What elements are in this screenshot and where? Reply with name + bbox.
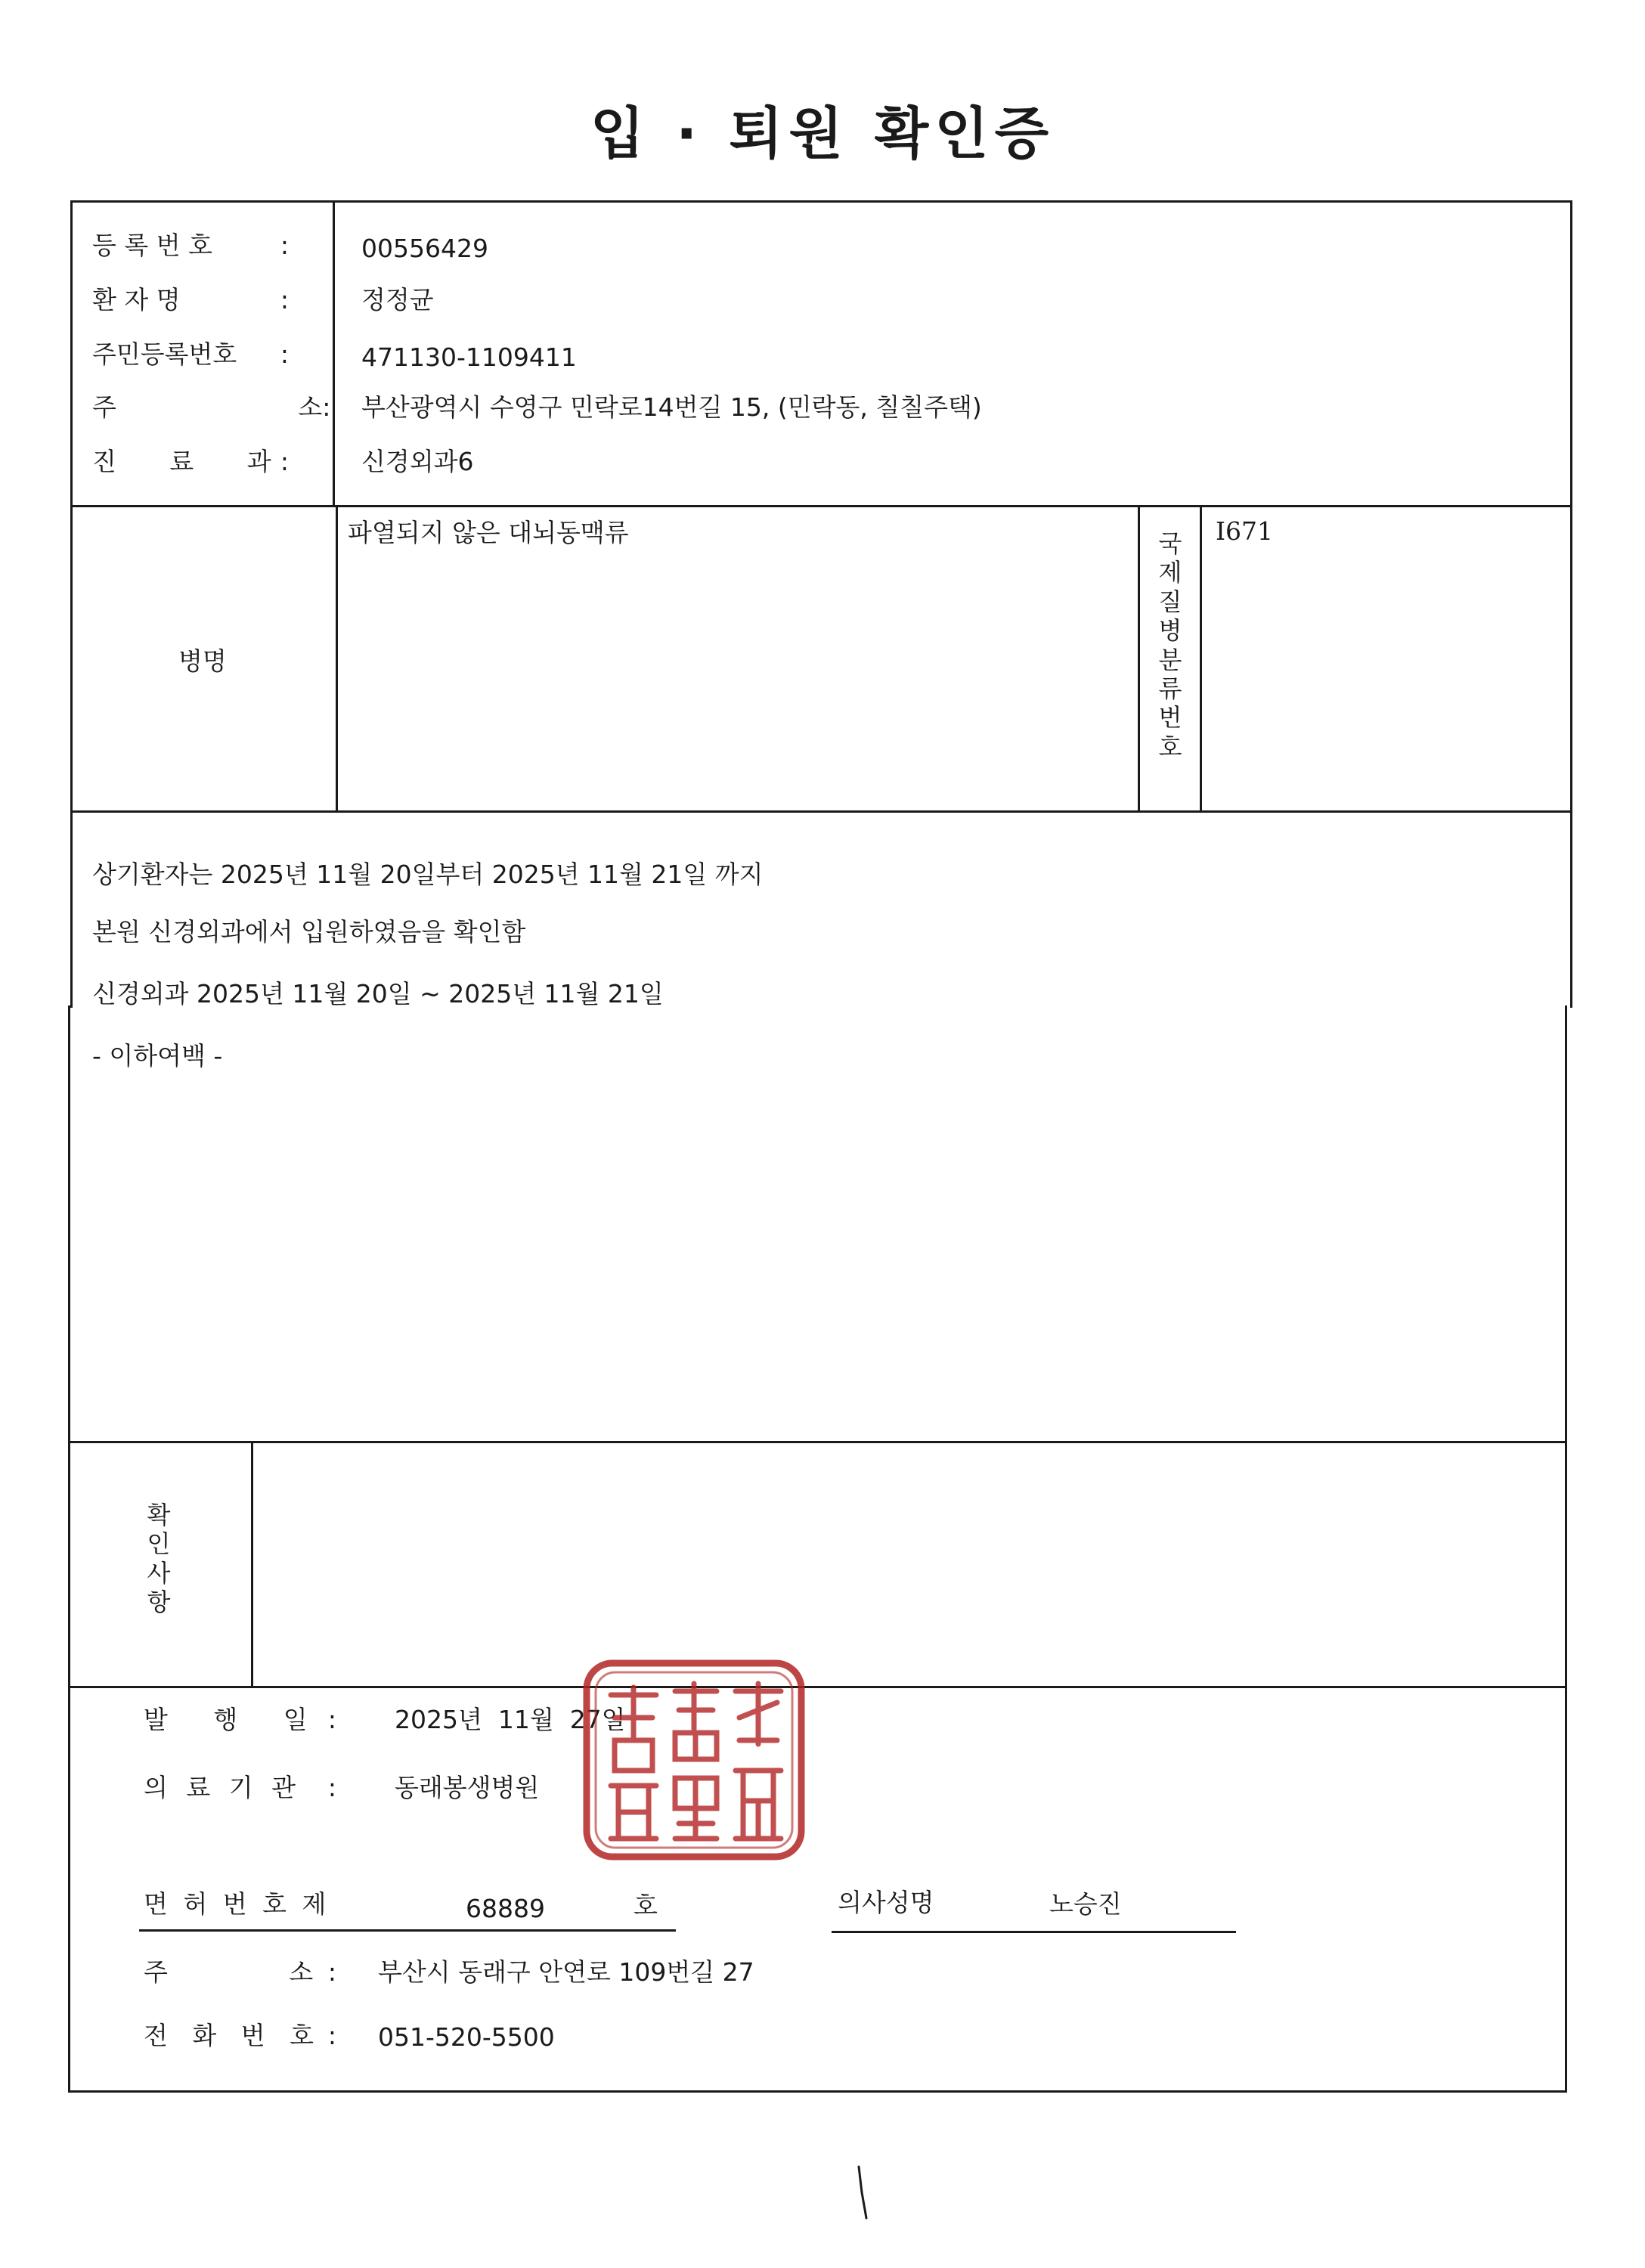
license-label: 면 허 번 호 제 <box>144 1889 327 1919</box>
rrn-label-block <box>92 339 289 369</box>
document-title: 입 · 퇴원 확인증 <box>590 101 1055 166</box>
rrn-label: 주민등록번호 <box>92 339 237 369</box>
diagnosis-value: 파열되지 않은 대뇌동맥류 <box>348 518 629 547</box>
divider-diagnosis-statement <box>70 810 1572 813</box>
confirm-label-column-divider <box>251 1441 253 1687</box>
statement-end-mark: - 이하여백 - <box>92 1041 223 1070</box>
divider-info-diagnosis <box>70 505 1572 507</box>
icd-label-column-right <box>1200 505 1202 812</box>
statement-line-1: 상기환자는 2025년 11월 20일부터 2025년 11월 21일 까지 <box>92 860 764 889</box>
table-top-border <box>70 200 1572 203</box>
dept-label: 진 료 과 <box>92 447 271 476</box>
confirm-label: 확인사항 <box>147 1501 171 1617</box>
diagnosis-label: 병명 <box>178 646 227 676</box>
handwritten-page-mark <box>853 2162 875 2223</box>
colon: : <box>280 339 289 369</box>
institution-label: 의 료 기 관 <box>144 1773 296 1802</box>
doctor-underline <box>832 1931 1236 1933</box>
colon: : <box>327 2021 336 2050</box>
divider-statement-confirm <box>68 1441 1567 1443</box>
issue-date-label: 발 행 일 <box>144 1705 308 1734</box>
table-left-border <box>70 200 73 1008</box>
table-left-border-lower <box>68 1005 70 2093</box>
institution-value: 동래봉생병원 <box>395 1773 540 1802</box>
colon: : <box>327 1773 336 1802</box>
icd-label-column-left <box>1138 505 1140 812</box>
table-bottom-border <box>68 2090 1566 2093</box>
address-label-block <box>92 392 331 422</box>
reg-no-label: 등 록 번 호 <box>92 231 212 260</box>
issue-date-value: 2025년 11월 27일 <box>395 1705 626 1734</box>
address-value: 부산광역시 수영구 민락로14번길 15, (민락동, 칠칠주택) <box>361 392 982 422</box>
license-suffix: 호 <box>634 1891 658 1920</box>
statement-line-3: 신경외과 2025년 11월 20일 ~ 2025년 11월 21일 <box>92 979 664 1009</box>
diagnosis-label-column-divider <box>336 505 338 812</box>
colon: : <box>280 447 289 476</box>
issuer-address-label: 주 소 <box>144 1957 314 1987</box>
reg-no-label-block <box>92 233 289 258</box>
icd-value: I671 <box>1216 516 1274 546</box>
doctor-label: 의사성명 <box>838 1888 934 1917</box>
patient-name-value: 정정균 <box>361 285 434 314</box>
statement-line-2: 본원 신경외과에서 입원하였음을 확인함 <box>92 917 526 947</box>
colon: : <box>327 1957 336 1987</box>
table-right-border-lower <box>1565 1005 1567 2093</box>
colon: : <box>280 231 289 260</box>
icd-label: 국제질병분류번호 <box>1158 529 1182 761</box>
colon: : <box>327 1705 336 1734</box>
address-label: 주 소 <box>92 392 323 422</box>
phone-value: 051-520-5500 <box>378 2022 555 2052</box>
divider-confirm-issuer <box>68 1686 1567 1688</box>
dept-value: 신경외과6 <box>361 447 474 476</box>
name-label-block <box>92 287 289 312</box>
colon: : <box>280 285 289 314</box>
rrn-value: 471130-1109411 <box>361 342 577 372</box>
info-label-column-divider <box>333 200 335 507</box>
table-right-border <box>1570 200 1572 1008</box>
issuer-address-value: 부산시 동래구 안연로 109번길 27 <box>378 1957 754 1987</box>
colon: : <box>322 392 331 422</box>
phone-label-block <box>144 2023 336 2048</box>
reg-no-value: 00556429 <box>361 234 488 263</box>
patient-name-label: 환 자 명 <box>92 285 181 314</box>
dept-label-block <box>92 449 289 474</box>
official-seal-stamp <box>581 1657 807 1863</box>
doctor-value: 노승진 <box>1049 1889 1122 1919</box>
institution-label-block <box>144 1775 336 1800</box>
license-value: 68889 <box>466 1894 545 1923</box>
license-underline <box>139 1929 676 1932</box>
phone-label: 전 화 번 호 <box>144 2021 314 2050</box>
issuer-address-label-block <box>144 1957 336 1987</box>
issue-date-label-block <box>144 1707 336 1732</box>
